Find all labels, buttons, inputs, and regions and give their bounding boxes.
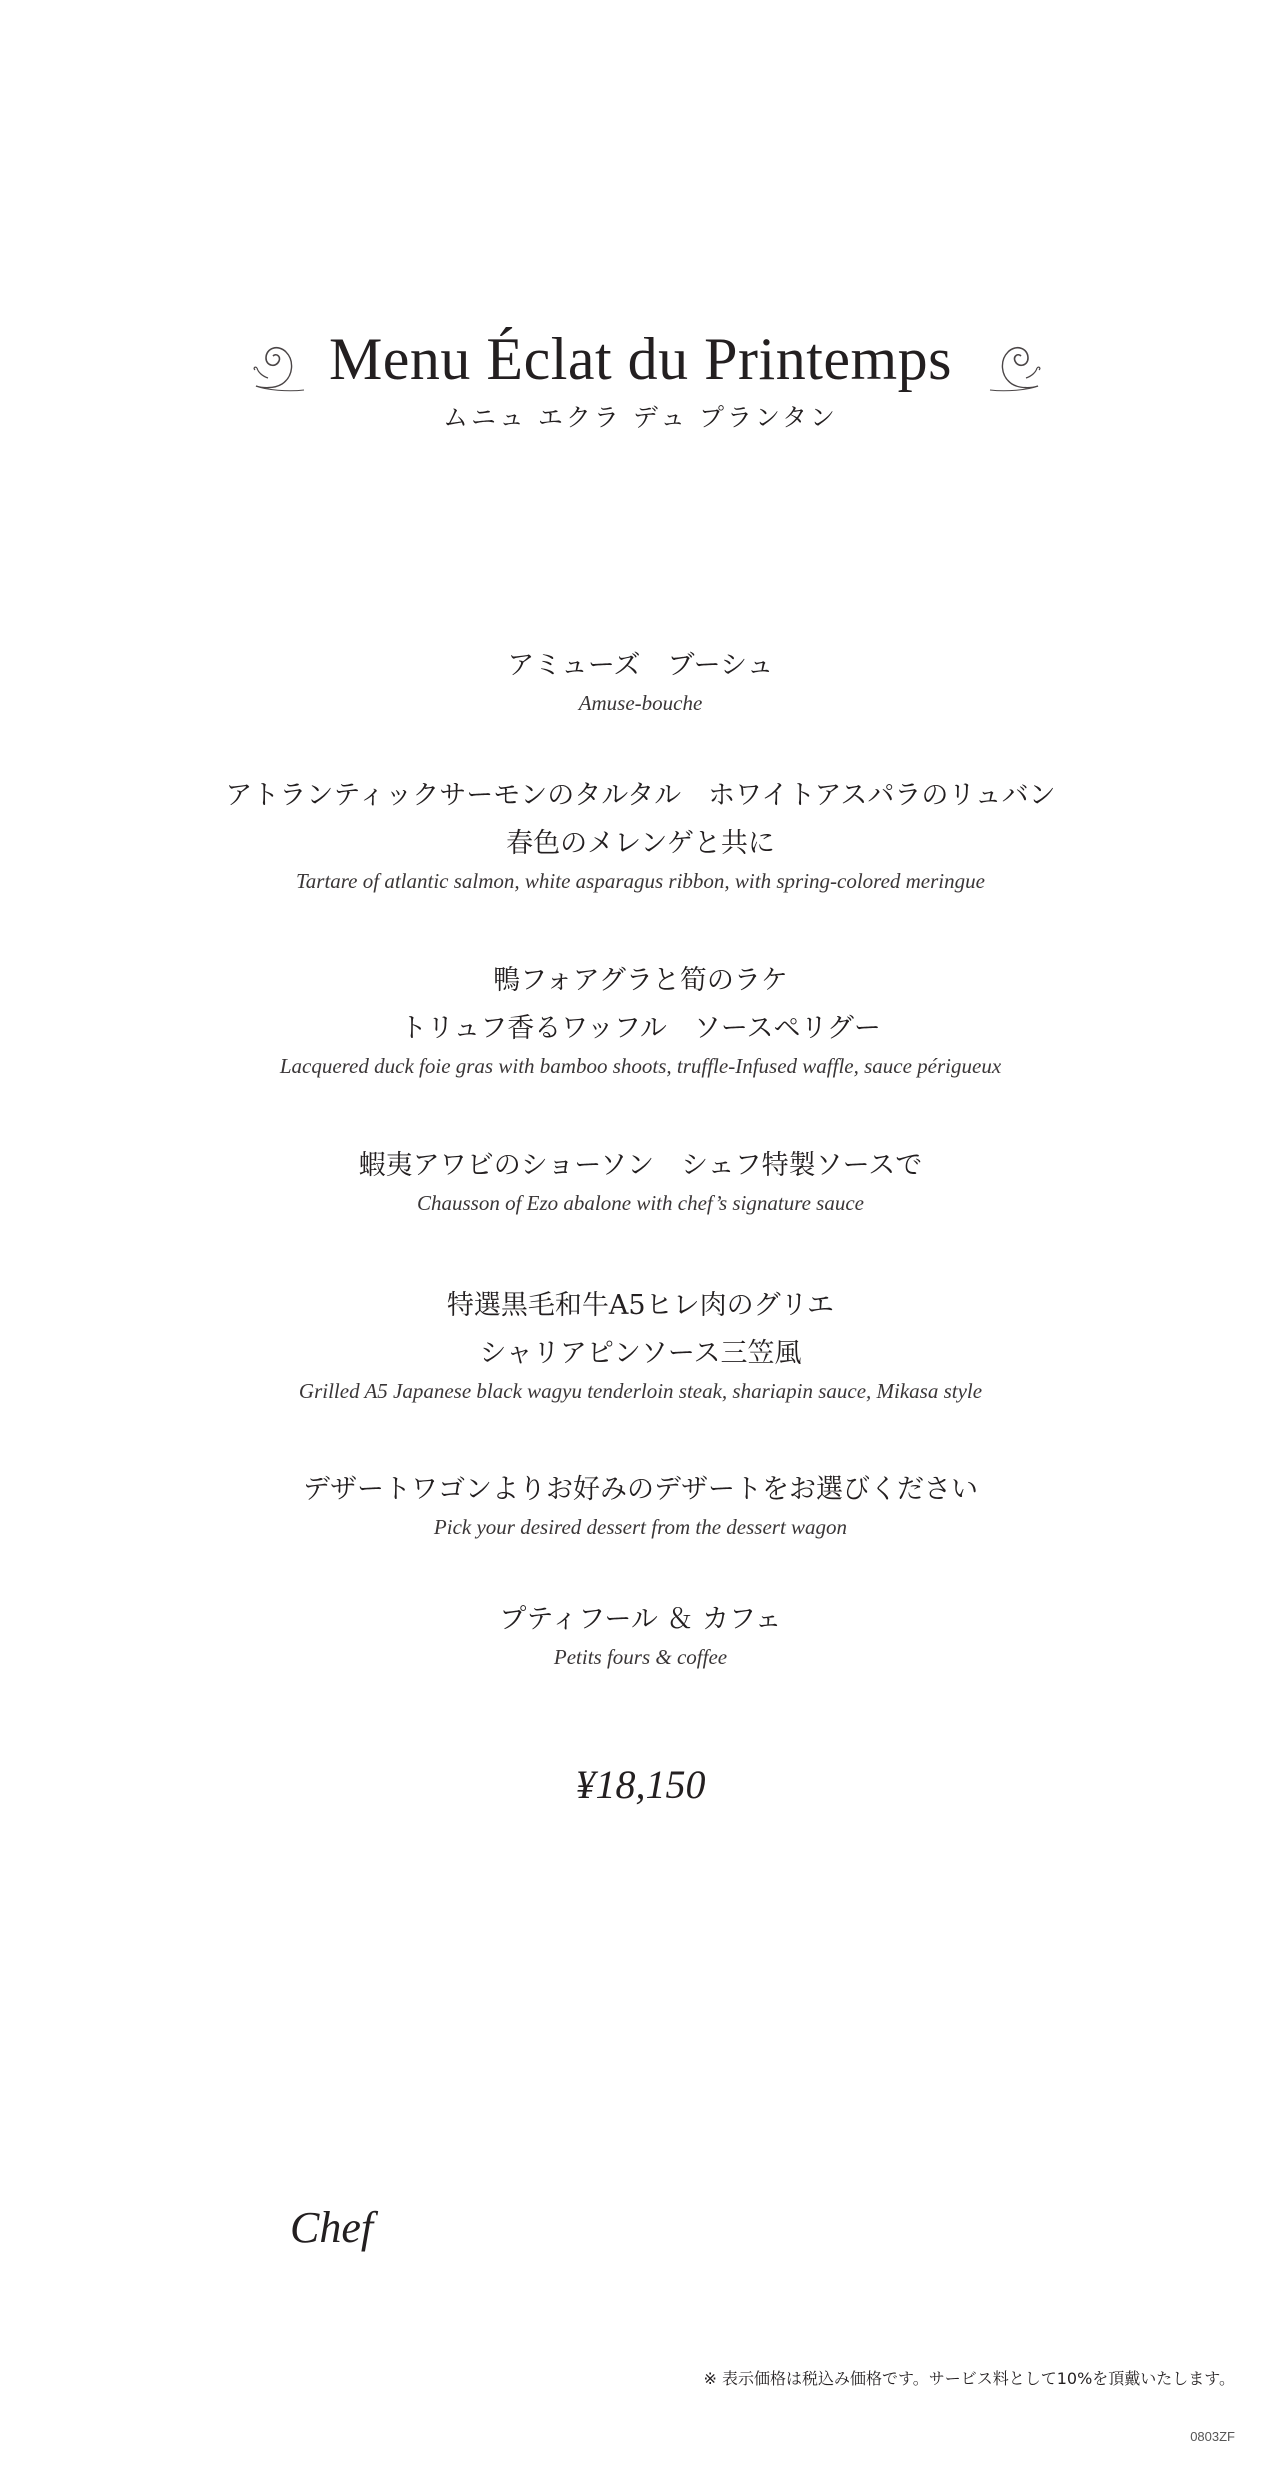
course-name-jp-line-1: アトランティックサーモンのタルタル ホワイトアスパラのリュバン xyxy=(225,780,1056,811)
course-wagyu xyxy=(0,1282,1281,1404)
course-salmon-tartare xyxy=(0,772,1281,894)
course-name-jp: 蝦夷アワビのショーソン シェフ特製ソースで xyxy=(358,1150,923,1181)
course-name-jp-line-2: 春色のメレンゲと共に xyxy=(506,828,775,859)
course-name-en: Lacquered duck foie gras with bamboo shoots, truffle-Infused waffle, sauce périgueux xyxy=(279,1054,1002,1078)
menu-header xyxy=(0,318,1281,436)
menu-price: ¥18,150 xyxy=(575,1762,706,1807)
scroll-flourish-right-icon xyxy=(976,330,1046,400)
course-name-jp-line-2: シャリアピンソース三笠風 xyxy=(479,1338,802,1369)
course-name-en: Petits fours & coffee xyxy=(553,1645,728,1669)
title-row xyxy=(0,318,1281,400)
course-amuse-bouche xyxy=(0,642,1281,716)
course-name-jp-line-1: 特選黒毛和牛A5ヒレ肉のグリエ xyxy=(446,1290,835,1321)
chef-label: Chef xyxy=(290,2203,374,2252)
course-name-jp: プティフール ＆ カフェ xyxy=(499,1604,782,1635)
scroll-flourish-left-icon xyxy=(248,330,318,400)
course-name-jp-line-1: 鴨フォアグラと筍のラケ xyxy=(493,965,788,996)
course-name-jp: アミューズ ブーシュ xyxy=(507,650,774,681)
course-dessert xyxy=(0,1466,1281,1540)
document-code: 0803ZF xyxy=(1190,2429,1235,2444)
course-abalone xyxy=(0,1142,1281,1216)
course-name-en: Pick your desired dessert from the dessert wagon xyxy=(433,1515,848,1539)
course-name-en: Grilled A5 Japanese black wagyu tenderloin steak, shariapin sauce, Mikasa style xyxy=(298,1379,983,1403)
menu-title: Menu Éclat du Printemps xyxy=(328,326,953,392)
price-note: ※ 表示価格は税込み価格です。サービス料として10%を頂戴いたします。 xyxy=(703,2369,1235,2388)
course-name-jp-line-2: トリュフ香るワッフル ソースペリグー xyxy=(400,1013,881,1044)
course-name-en: Tartare of atlantic salmon, white asparagus ribbon, with spring-colored meringue xyxy=(296,869,985,893)
course-name-jp: デザートワゴンよりお好みのデザートをお選びください xyxy=(303,1474,978,1505)
menu-subtitle: ムニュ エクラ デュ プランタン xyxy=(442,403,839,432)
course-petits-fours xyxy=(0,1596,1281,1670)
course-name-en: Amuse-bouche xyxy=(578,691,703,715)
course-name-en: Chausson of Ezo abalone with chef’s signature sauce xyxy=(417,1191,864,1215)
course-foie-gras xyxy=(0,957,1281,1079)
